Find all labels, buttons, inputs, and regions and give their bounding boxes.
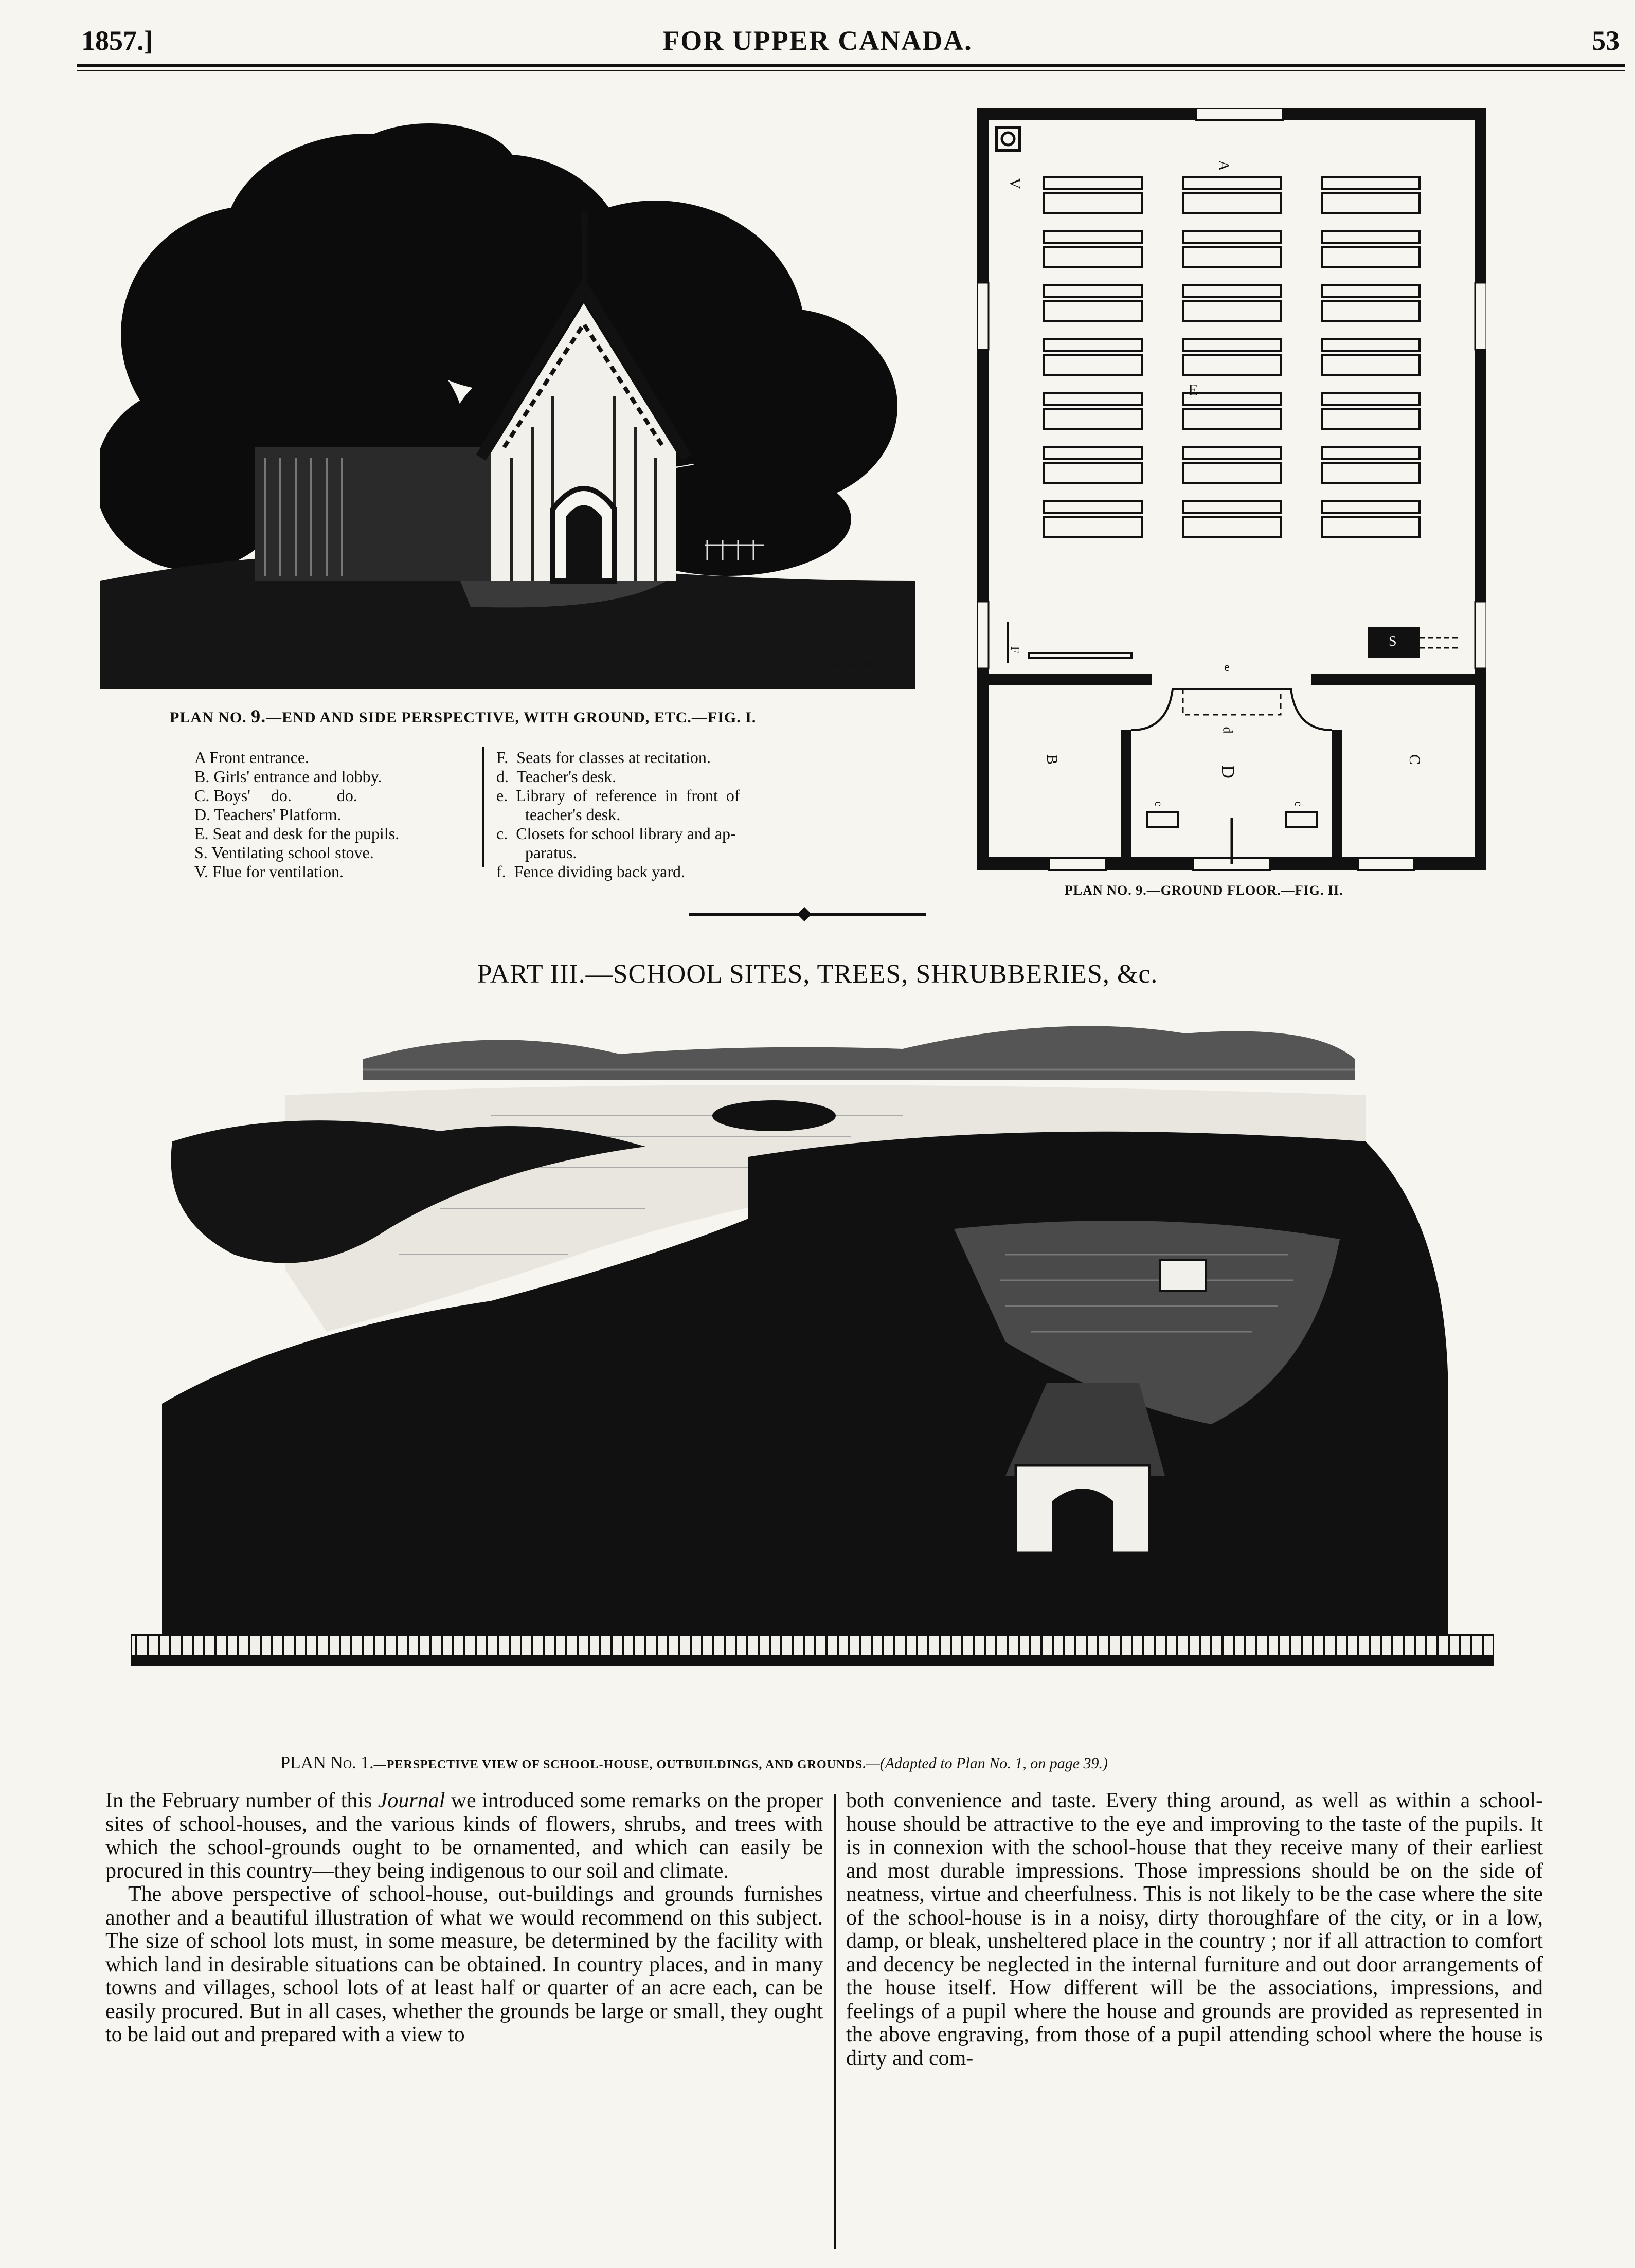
legend-item: V. Flue for ventilation.: [194, 862, 344, 881]
engraver-signature: E.SCHUMANN Sc.: [827, 661, 885, 668]
pupil-desk: [1183, 501, 1281, 513]
pupil-desk: [1044, 517, 1142, 537]
pupil-desk: [1322, 231, 1420, 243]
pupil-desk: [1183, 301, 1281, 321]
school-house-perspective-engraving: [100, 118, 915, 689]
pupil-desk: [1044, 393, 1142, 405]
body-paragraph: both convenience and taste. Every thing around, as well as within a school-house should be attractive to the eye and improving to the taste of the pupils. It is in connexion with the school-house that they receive many of their earliest and most durable impressions. Those impressions should be on the side of neatness, virtue and cheerfulness. This is not likely to be the case where the site of the school-house is in a noisy, dirty thoroughfare of the city, or in a low, damp, or bleak, unsheltered place in the country ; nor if all attraction to comfort and decency be neglected in the internal furniture and out door arrangements of the house itself. How different will be the associations, impressions, and feelings of a pupil where the house and grounds are provided as represented in the above engraving, from those of a pupil attending school where the house is dirty and com-: [846, 1789, 1543, 2070]
ground-floor-plan: [977, 108, 1486, 879]
body-text: we introduced some remarks on the proper sites of school-houses, and the various kinds of flowers, shrubs, and trees with which the school-grounds ought to be ornamented, and which can easily be procured in this country—they being indigenous to our soil and climate.: [105, 1789, 823, 1883]
legend-item: B. Girls' entrance and lobby.: [194, 767, 382, 786]
body-column-left: [105, 1789, 823, 2047]
page-number: 53: [1592, 25, 1620, 56]
pupil-desk: [1183, 231, 1281, 243]
pupil-desk: [1322, 501, 1420, 513]
journal-title: Journal: [378, 1789, 445, 1812]
body-paragraph: [105, 1789, 823, 1883]
header-rule: [77, 64, 1625, 67]
fig-1-caption-number: 9.: [251, 706, 266, 727]
legend-divider: [482, 747, 484, 867]
pupil-desk: [1044, 285, 1142, 297]
pupil-desk: [1044, 193, 1142, 213]
landscape-caption-lead: PLAN No. 1.: [280, 1753, 374, 1772]
legend-item: F. Seats for classes at recitation.: [496, 748, 711, 767]
pupil-desk: [1044, 355, 1142, 375]
pupil-desk: [1322, 355, 1420, 375]
header-rule-thin: [77, 70, 1625, 71]
pupil-desk: [1183, 247, 1281, 267]
pupil-desk: [1183, 355, 1281, 375]
section-title: PART III.—SCHOOL SITES, TREES, SHRUBBERIES, &c.: [477, 959, 1158, 989]
pupil-desk: [1044, 409, 1142, 429]
pupil-desk: [1183, 339, 1281, 351]
plan-label-a: A: [1215, 160, 1232, 171]
pupil-desk: [1183, 177, 1281, 189]
plan-label-closet-left: c: [1152, 801, 1165, 806]
plan-label-e-lower: e: [1224, 661, 1230, 674]
legend-left: [194, 748, 399, 881]
legend-right: [496, 748, 740, 881]
plan-label-d: D: [1218, 765, 1238, 778]
legend-item: teacher's desk.: [496, 805, 621, 824]
pupil-desk: [1183, 409, 1281, 429]
legend-item: E. Seat and desk for the pupils.: [194, 824, 400, 843]
plan-label-f: F: [1008, 646, 1022, 654]
legend-item: D. Teachers' Platform.: [194, 805, 342, 824]
landscape-caption-main: —PERSPECTIVE VIEW OF SCHOOL-HOUSE, OUTBUILDINGS, AND GROUNDS.: [373, 1758, 867, 1771]
legend-item: f. Fence dividing back yard.: [496, 862, 685, 881]
pupil-desk: [1183, 193, 1281, 213]
plan-label-s: S: [1389, 633, 1397, 649]
legend-item: d. Teacher's desk.: [496, 767, 617, 786]
pupil-desk: [1044, 177, 1142, 189]
plan-label-e: E: [1188, 380, 1198, 399]
pupil-desk: [1322, 285, 1420, 297]
pupil-desk: [1183, 517, 1281, 537]
fig-1-caption-prefix: PLAN NO.: [170, 709, 247, 726]
landscape-caption: [280, 1753, 1108, 1773]
pupil-desk: [1322, 463, 1420, 483]
pupil-desk: [1044, 231, 1142, 243]
pupil-desk: [1044, 301, 1142, 321]
pupil-desk: [1322, 247, 1420, 267]
plan-label-b: B: [1044, 754, 1061, 765]
legend-item: C. Boys' do. do.: [194, 786, 357, 805]
pupil-desk: [1322, 177, 1420, 189]
legend-item: c. Closets for school library and ap-: [496, 824, 736, 843]
running-title: FOR UPPER CANADA.: [662, 25, 973, 56]
plan-label-c: C: [1406, 754, 1424, 765]
plan-label-v: V: [1006, 178, 1023, 189]
school-grounds-landscape-engraving: [131, 1013, 1494, 1722]
pupil-desk: [1183, 447, 1281, 459]
pupil-desk: [1044, 339, 1142, 351]
landscape-caption-note: —(Adapted to Plan No. 1, on page 39.): [866, 1755, 1108, 1772]
column-divider: [834, 1794, 836, 2249]
pupil-desk: [1322, 447, 1420, 459]
pupil-desk: [1183, 285, 1281, 297]
legend-item: A Front entrance.: [194, 748, 310, 767]
pupil-desk: [1044, 463, 1142, 483]
legend-item: paratus.: [496, 843, 577, 862]
pupil-desk: [1322, 393, 1420, 405]
plan-label-desk: d: [1220, 727, 1235, 734]
body-paragraph: The above perspective of school-house, out-buildings and grounds furnishes another and a beautiful illustration of what we would recommend on this subject. The size of school lots must, in some measure, be determined by the facility with which land in desirable situations can be obtained. In country places, and in many towns and villages, school lots of at least half or quarter of an acre each, can be easily procured. But in all cases, whether the grounds be large or small, they ought to be laid out and prepared with a view to: [105, 1882, 823, 2046]
pupil-desk: [1322, 301, 1420, 321]
legend-item: e. Library of reference in front of: [496, 786, 740, 805]
pupil-desk: [1322, 517, 1420, 537]
pupil-desk: [1322, 339, 1420, 351]
header-year: 1857.]: [81, 25, 153, 56]
ornament-diamond: [797, 907, 812, 921]
fig-1-caption-rest: —END AND SIDE PERSPECTIVE, WITH GROUND, ETC.—FIG. I.: [266, 709, 757, 726]
body-column-right: [846, 1789, 1543, 2070]
pupil-desk: [1183, 463, 1281, 483]
legend-item: S. Ventilating school stove.: [194, 843, 374, 862]
pupil-desk: [1044, 247, 1142, 267]
body-text: In the February number of this: [105, 1789, 378, 1812]
pupil-desk: [1044, 501, 1142, 513]
plan-label-closet-right: c: [1292, 801, 1305, 806]
pupil-desk: [1322, 193, 1420, 213]
fig-1-caption: [170, 705, 756, 727]
pupil-desk: [1322, 409, 1420, 429]
pupil-desk: [1044, 447, 1142, 459]
fig-2-caption: PLAN NO. 9.—GROUND FLOOR.—FIG. II.: [1065, 883, 1343, 898]
